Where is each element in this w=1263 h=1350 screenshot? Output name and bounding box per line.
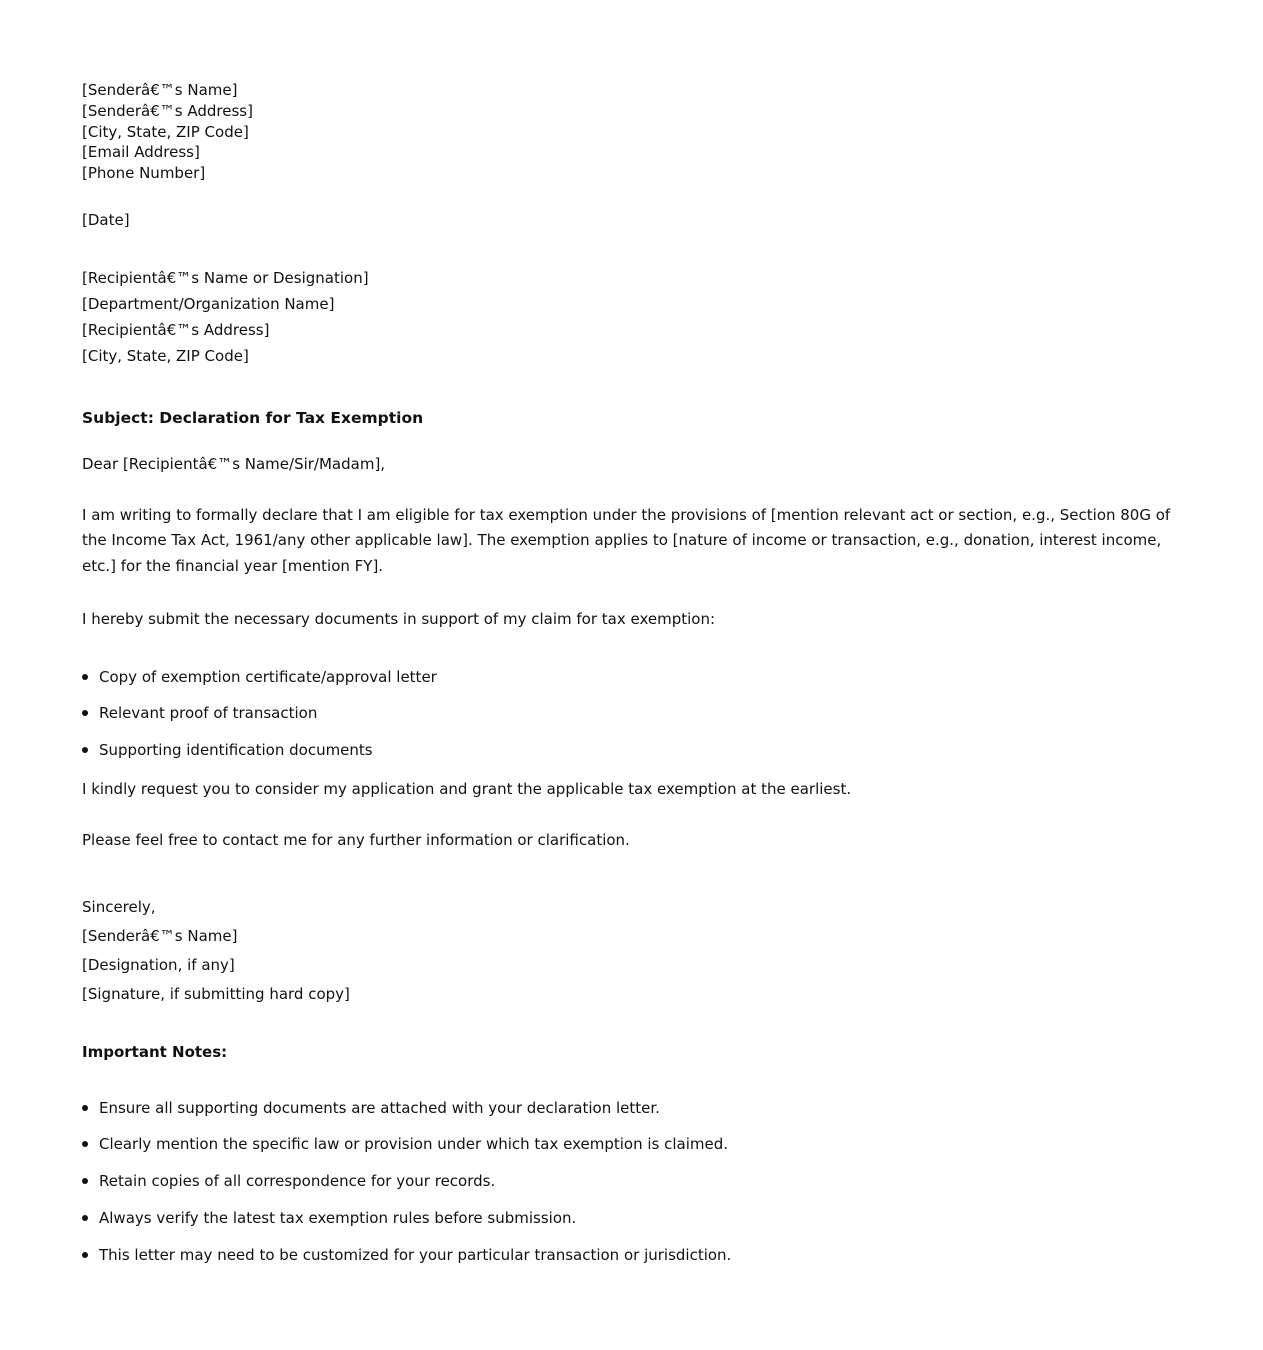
list-item: Always verify the latest tax exemption rules before submission. [99,1205,1192,1242]
sender-address: [Senderâ€™s Address] [82,101,253,120]
sender-name: [Senderâ€™s Name] [82,81,238,99]
declaration-paragraph: I am writing to formally declare that I am eligible for tax exemption under the provisions of [mention relevant act or section, e.g., Section 80G of the Income Tax Act, 1961/any other applicable law]. The exemption applies to [nature of income or transaction, e.g., donation, interest income, etc.] for the financial year [mention FY]. [82,505,1171,575]
closing-designation: [Designation, if any] [82,955,235,974]
list-item: Ensure all supporting documents are attached with your declaration letter. [99,1095,1192,1132]
subject-line: Subject: Declaration for Tax Exemption [82,408,424,427]
list-item: Copy of exemption certificate/approval letter [99,664,1192,701]
recipient-city: [City, State, ZIP Code] [82,346,249,365]
recipient-address: [Recipientâ€™s Address] [82,320,270,339]
list-item: Retain copies of all correspondence for your records. [99,1168,1192,1205]
contact-paragraph: Please feel free to contact me for any further information or clarification. [82,830,630,849]
list-item: Relevant proof of transaction [99,700,1192,737]
closing-salutation: Sincerely, [82,897,156,916]
list-item: Supporting identification documents [99,737,1192,774]
recipient-organization: [Department/Organization Name] [82,294,335,313]
recipient-name: [Recipientâ€™s Name or Designation] [82,268,369,287]
documents-list [82,664,1192,774]
letter-document [82,80,1192,1279]
sender-email: [Email Address] [82,143,200,162]
closing-block [82,893,1192,1009]
closing-sender-name: [Senderâ€™s Name] [82,926,238,945]
recipient-block [82,265,1192,369]
letter-date: [Date] [82,210,130,229]
sender-block [82,80,1192,184]
request-paragraph: I kindly request you to consider my application and grant the applicable tax exemption at the earliest. [82,779,852,798]
notes-list [82,1095,1192,1279]
list-item: Clearly mention the specific law or provision under which tax exemption is claimed. [99,1131,1192,1168]
notes-heading: Important Notes: [82,1042,228,1061]
sender-phone: [Phone Number] [82,164,206,183]
sender-city: [City, State, ZIP Code] [82,122,249,141]
list-item: This letter may need to be customized for your particular transaction or jurisdiction. [99,1242,1192,1279]
closing-signature: [Signature, if submitting hard copy] [82,984,350,1003]
documents-intro: I hereby submit the necessary documents in support of my claim for tax exemption: [82,609,716,628]
salutation: Dear [Recipientâ€™s Name/Sir/Madam], [82,454,386,473]
